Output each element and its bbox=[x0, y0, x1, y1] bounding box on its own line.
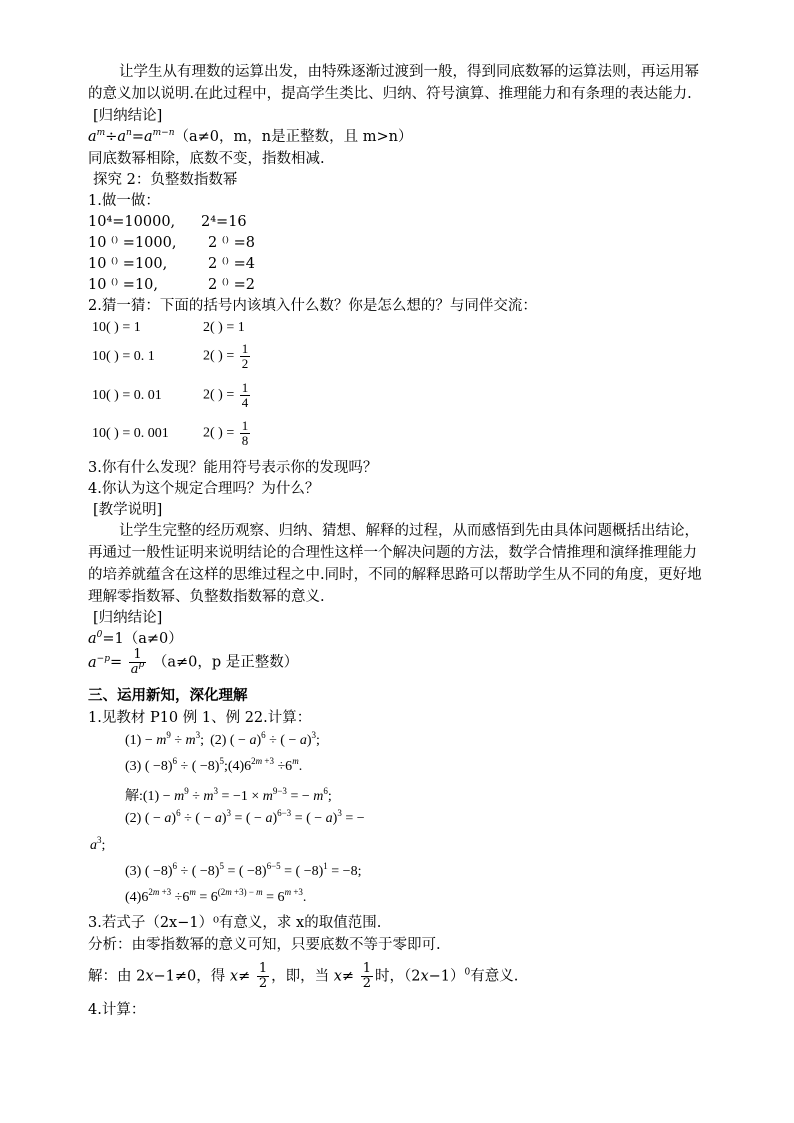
paragraph-line: 让学生从有理数的运算出发，由特殊逐渐过渡到一般，得到同底数幂的运算法则，再运用幂 bbox=[119, 64, 699, 80]
solution-line: (3) ( −8)$^6$ ÷ ( −8)$^5$ = ( −8)$^{6-5}$ = ( −8)$^1$ = −8; bbox=[125, 861, 362, 879]
question-line: 2.猜一猜：下面的括号内该填入什么数？你是怎么想的？与同伴交流： bbox=[88, 298, 537, 314]
analysis-line: 分析：由零指数幂的意义可知，只要底数不等于零即可. bbox=[88, 937, 441, 953]
paragraph-line: 让学生完整的经历观察、归纳、猜想、解释的过程，从而感悟到先由具体问题概括出结论， bbox=[119, 523, 699, 539]
guess-right: 2( ) = $\frac{1}{2}$ bbox=[203, 341, 249, 371]
power-row-right: 2 ⁽⁾ =8 bbox=[208, 235, 255, 251]
section-heading: [归纳结论] bbox=[93, 108, 163, 124]
guess-right: 2( ) = 1 bbox=[203, 320, 245, 335]
guess-right: 2( ) = $\frac{1}{8}$ bbox=[203, 418, 249, 448]
section-title: 三、运用新知，深化理解 bbox=[88, 687, 248, 704]
question-line: 4.你认为这个规定合理吗？为什么？ bbox=[88, 481, 320, 497]
activity-title: 1.做一做： bbox=[88, 193, 160, 209]
power-row-left: 10 ⁽⁾ =100, bbox=[88, 256, 168, 272]
example-line: 1.见教材 P10 例 1、例 22.计算： bbox=[88, 710, 312, 726]
guess-right: 2( ) = $\frac{1}{4}$ bbox=[203, 380, 249, 410]
exercise-line: $(1) - m^9 \div m^3$; (2) ( − a)$^6$ ÷ ( − a)$^3$; bbox=[125, 730, 320, 748]
exercise-line: (3) ( −8)$^6$ ÷ ( $-8)^5;(4)6^{2m +3} \div 6^m$. bbox=[125, 756, 303, 774]
guess-left: 10( ) = 1 bbox=[92, 320, 141, 335]
power-row-left: 10 ⁽⁾ =10, bbox=[88, 277, 159, 293]
question-line: 4.计算： bbox=[88, 1002, 146, 1018]
negative-rule-condition: （a≠0，p 是正整数） bbox=[152, 654, 299, 671]
paragraph-line: 的意义加以说明.在此过程中，提高学生类比、归纳、符号演算、推理能力和有条理的表达能力. bbox=[88, 86, 692, 102]
solution-line: $(4)6^{2m +3} \div 6^m = 6^{(2m +3) - m} = 6^{m +3}$. bbox=[125, 887, 307, 905]
solution-line: $a^3$; bbox=[90, 835, 106, 853]
paragraph-line: 再通过一般性证明来说明结论的合理性这样一个解决问题的方法，数学合情推理和演绎推理能力 bbox=[88, 545, 697, 561]
rule-statement: 同底数幂相除，底数不变，指数相减. bbox=[88, 151, 325, 167]
subsection-title: 探究 2：负整数指数幂 bbox=[93, 172, 238, 188]
zero-exponent-rule: $a^0=1(a\ne 0)$ bbox=[88, 630, 183, 647]
rule-condition: （a≠0，m，n是正整数，且 m>n） bbox=[174, 129, 413, 145]
section-heading: [归纳结论] bbox=[93, 610, 163, 626]
power-row-left: 10 ⁽⁾ =1000, bbox=[88, 235, 177, 251]
solution-line: 解:(1) − $m^9 \div m^3 = -1 \times m^{9-3}$ = − $m^6$; bbox=[125, 786, 332, 804]
power-row-right: 2⁴=16 bbox=[201, 214, 247, 230]
guess-left: 10( ) = 0. 01 bbox=[92, 388, 162, 403]
division-rule: $a^m\div a^n=a^{m-n}(a\ne 0$，m，n是正整数，且 m>n） bbox=[88, 128, 413, 145]
guess-left: 10( ) = 0. 001 bbox=[92, 426, 169, 441]
section-heading: [教学说明] bbox=[93, 502, 163, 518]
solution-line: 解：由 2x−1≠0，得 x≠ $\frac{1}{2}$ ，即，当 x≠ $\frac{1}{2}$ 时，$(2x-1)^0$有意义. bbox=[88, 961, 519, 991]
paragraph-line: 的培养就蕴含在这样的思维过程之中.同时，不同的解释思路可以帮助学生从不同的角度，更好地 bbox=[88, 567, 702, 583]
zero-rule-text: =1（a≠0） bbox=[102, 631, 183, 647]
guess-left: 10( ) = 0. 1 bbox=[92, 349, 155, 364]
power-row-left: 10⁴=10000, bbox=[88, 214, 176, 230]
question-line: 3.若式子（2x−1）⁰有意义，求 x的取值范围. bbox=[88, 915, 382, 931]
negative-exponent-rule: $a^{-p}=$ $\frac{1}{a^p}$ （a≠0，p 是正整数） bbox=[88, 647, 299, 677]
paragraph-line: 理解零指数幂、负整数指数幂的意义. bbox=[88, 589, 325, 605]
power-row-right: 2 ⁽⁾ =2 bbox=[208, 277, 255, 293]
power-row-right: 2 ⁽⁾ =4 bbox=[208, 256, 255, 272]
solution-line: (2) ( − a)$^6$ ÷ ( − a)$^3$ = ( − a)$^{6-3}$ = ( − a)$^3$ = − bbox=[125, 808, 365, 826]
question-line: 3.你有什么发现？能用符号表示你的发现吗？ bbox=[88, 460, 378, 476]
